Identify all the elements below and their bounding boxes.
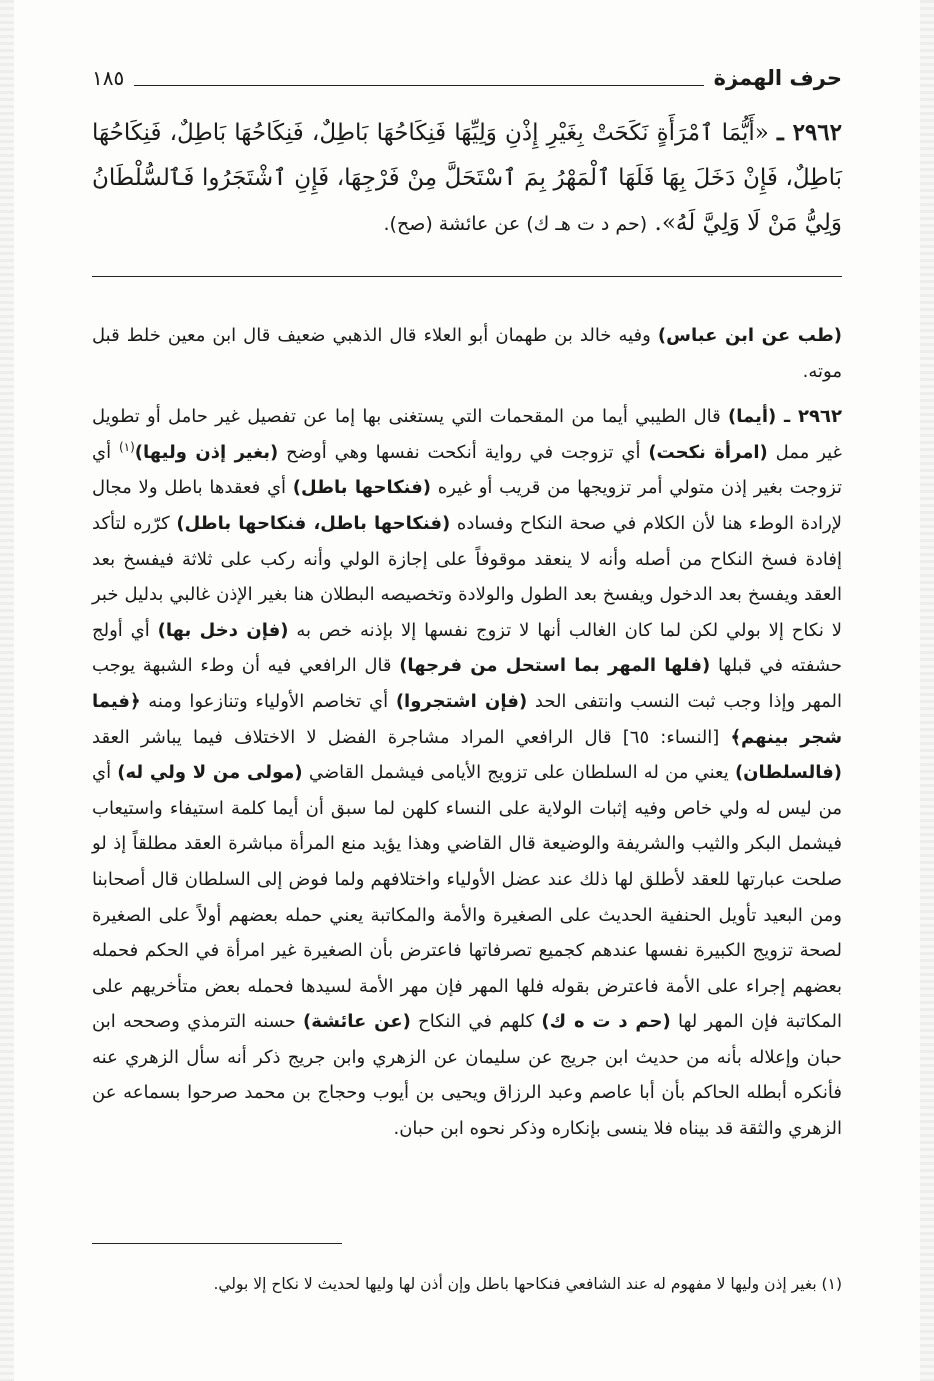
c-bold-25: (عن عائشة) [303,1011,411,1033]
c-text-4: أي تزوجت في رواية أنكحت نفسها وهي أوضح [278,441,649,463]
c-text-14: قال الرافعي فيه أن وطء الشبهة يوجب المهر وإذا وجب ثبت النسب وانتفى الحد [92,655,842,712]
section-divider [92,276,842,277]
c-bold-15: (فإن اشتجروا) [395,690,528,712]
commentary-main [92,399,842,1146]
c-text-26: حسنه الترمذي وصححه ابن حبان وإعلاله بأنه من حديث ابن جريج عن سليمان عن الزهري وابن جريج ذكر أنه سأل الزهري عنه فأنكره أبطله الحاكم بأن أبا عاصم وعبد الرزاق ويحيى بن أيوب وحجاج بن محمد صرحوا بسماعه عن الزهري والثقة قد بيناه فلا ينسى بإنكاره وذكر نحوه ابن حبان. [92,1011,842,1140]
commentary-intro [92,318,842,389]
c-bold-7: (فنكاحها باطل) [292,477,432,499]
header-title: حرف الهمزة [713,66,842,90]
footnote-rule [92,1243,342,1244]
hadith-text-block [92,110,842,247]
scan-edge-left [0,0,14,1381]
c-text-2: قال الطيبي أيما من المقحمات التي يستغنى بها إما عن تفصيل غير حامل أو تطويل غير ممل [92,406,842,463]
scan-edge-right [920,0,934,1381]
c-bold-1: ٢٩٦٢ ـ (أيما) [728,406,842,428]
c-bold-9: (فنكاحها باطل، فنكاحها باطل) [176,512,451,534]
hadith-number: ٢٩٦٢ ـ [777,119,842,146]
c-text-18: [النساء: ٦٥] قال الرافعي المراد مشاجرة الفضل لا الاختلاف فيما يباشر العقد [92,726,731,748]
c-text-16: أي تخاصم الأولياء وتنازعوا ومنه [140,690,396,712]
footnote: (١) بغير إذن وليها لا مفهوم له عند الشافعي فنكاحها باطل وإن أذن لها وليها لحديث لا نكاح إلا بولي. [213,1275,842,1293]
header-rule [134,85,703,86]
hadith-source: (حم د ت هـ ك) عن عائشة (صح). [383,213,648,235]
c-bold-5: (بغير إذن وليها) [134,441,279,463]
c-bold-13: (فلها المهر بما استحل من فرجها) [399,655,711,677]
c-text-12: أي أولج حشفته في قبلها [92,619,843,677]
c-text-10: كرّره لتأكد إفادة فسخ النكاح من أصله وأنه لا ينعقد موقوفاً على إجازة الولي وأنه ركب على ثلاثة فيفسخ بعد العقد ويفسخ بعد الدخول ويفسخ بعد الطول والولادة وتخصيصه البطلان هنا بغير الإذن غالبي بدليل خبر لا نكاح إلا بولي لكن لما كان الغالب أنها لا تزوج نفسها إلا بإذنه خص به [92,512,842,641]
c-bold-11: (فإن دخل بها) [157,619,289,641]
c-bold-3: (امرأة نكحت) [648,441,768,463]
running-header [92,52,842,92]
c-bold-19: (فالسلطان) [734,762,843,784]
c-text-8: أي فعقدها باطل ولا مجال لإرادة الوطء هنا لأن الكلام في صحة النكاح وفساده [92,477,842,534]
c-bold-21: (مولى من لا ولي له) [117,762,303,784]
c-text-22: أي من ليس له ولي خاص وفيه إثبات الولاية على النساء كلهن لما سبق أن أيما كلمة استيفاء واستيعاب فيشمل البكر والثيب والشريفة والوضيعة قال القاضي وهذا يؤيد منع المرأة مباشرة العقد مطلقاً إذ لو صلحت عبارتها للعقد لأطلق لها ذلك عند عضل الأولياء واختلافهم ولما فوض إلى السلطان قال أصحابنا ومن البعيد تأويل الحنفية الحديث على الصغيرة والأمة والمكاتبة يعني حمله بعضهم أولاً على الصغيرة لصحة تزويج الكبيرة نفسها عندهم كجميع تصرفاتها فاعترض بأن الصغيرة غير امرأة في الحكم فحمله بعضهم إجراء على الأمة فاعترض بقوله فلها المهر فإن مهر الأمة لسيدها فحمله بعض متأخريهم على المكاتبة فإن المهر لها [92,762,842,1033]
c-text-24: كلهم في النكاح [410,1011,542,1033]
c-text-6: أي تزوجت بغير إذن متولي أمر تزويجها من قريب أو غيره [92,441,843,499]
intro-text: وفيه خالد بن طهمان أبو العلاء قال الذهبي ضعيف قال ابن معين خلط قبل موته. [92,325,842,382]
footnote-marker[interactable]: (١) [118,439,135,454]
commentary-block [92,318,842,1147]
c-text-20: يعني من له السلطان على تزويج الأيامى فيشمل القاضي [302,762,735,784]
intro-source: (طب عن ابن عباس) [657,325,842,346]
hadith-matn: «أَيُّمَا ٱمْرَأَةٍ نَكَحَتْ بِغَيْرِ إِذْنِ وَلِيِّهَا فَنِكَاحُهَا بَاطِلٌ، فَنِكَاحُهَا بَاطِلٌ، فَنِكَاحُهَا بَاطِلٌ، فَإِنْ دَخَلَ بِهَا فَلَهَا ٱلْمَهْرُ بِمَ ٱسْتَحَلَّ مِنْ فَرْجِهَا، فَإِنِ ٱشْتَجَرُوا فَٱلسُّلْطَانُ وَلِيُّ مَنْ لَا وَلِيَّ لَهُ». [92,120,842,236]
c-bold-23: (حم د ت ه ك) [541,1011,671,1033]
c-bold-17: ﴿فيما شجر بينهم﴾ [92,690,843,748]
page-number: ١٨٥ [92,66,125,90]
